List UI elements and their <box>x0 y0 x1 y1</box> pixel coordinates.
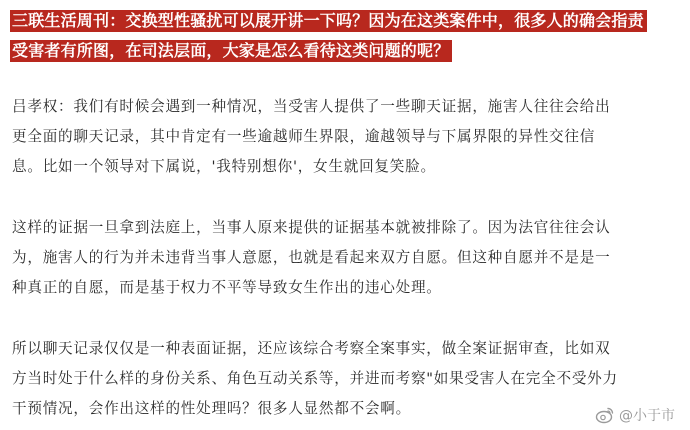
answer-paragraph-1 <box>12 92 672 182</box>
paragraph-line: 息。比如一个领导对下属说，'我特别想你'，女生就回复笑脸。 <box>12 158 436 175</box>
answer-paragraph-2 <box>12 213 672 303</box>
paragraph-line: 这样的证据一旦拿到法庭上，当事人原来提供的证据基本就被排除了。因为法官往往会认 <box>12 219 611 236</box>
answer-paragraph-3 <box>12 334 672 424</box>
question-line-1: 三联生活周刊：交换型性骚扰可以展开讲一下吗？因为在这类案件中，很多人的确会指责 <box>10 10 647 32</box>
paragraph-line: 为，施害人的行为并未违背当事人意愿，也就是看起来双方自愿。但这种自愿并不是是一 <box>12 249 611 266</box>
paragraph-line: 种真正的自愿，而是基于权力不平等导致女生作出的违心处理。 <box>12 279 442 296</box>
interviewer-question <box>10 10 650 70</box>
watermark-text: @小于市 <box>619 408 675 424</box>
paragraph-line: 方当时处于什么样的身份关系、角色互动关系等，并进而考察"如果受害人在完全不受外力 <box>12 370 618 387</box>
paragraph-line: 所以聊天记录仅仅是一种表面证据，还应该综合考察全案事实，做全案证据审查，比如双 <box>12 340 611 357</box>
paragraph-line: 吕孝权：我们有时候会遇到一种情况，当受害人提供了一些聊天证据，施害人往往会给出 <box>12 98 611 115</box>
weibo-icon <box>595 405 615 425</box>
weibo-watermark <box>592 404 678 426</box>
paragraph-line: 干预情况，会作出这样的性处理吗？很多人显然都不会啊。 <box>12 400 411 417</box>
question-line-2: 受害者有所图，在司法层面，大家是怎么看待这类问题的呢？ <box>10 40 452 62</box>
paragraph-line: 更全面的聊天记录，其中肯定有一些逾越师生界限，逾越领导与下属界限的异性交往信 <box>12 128 596 145</box>
